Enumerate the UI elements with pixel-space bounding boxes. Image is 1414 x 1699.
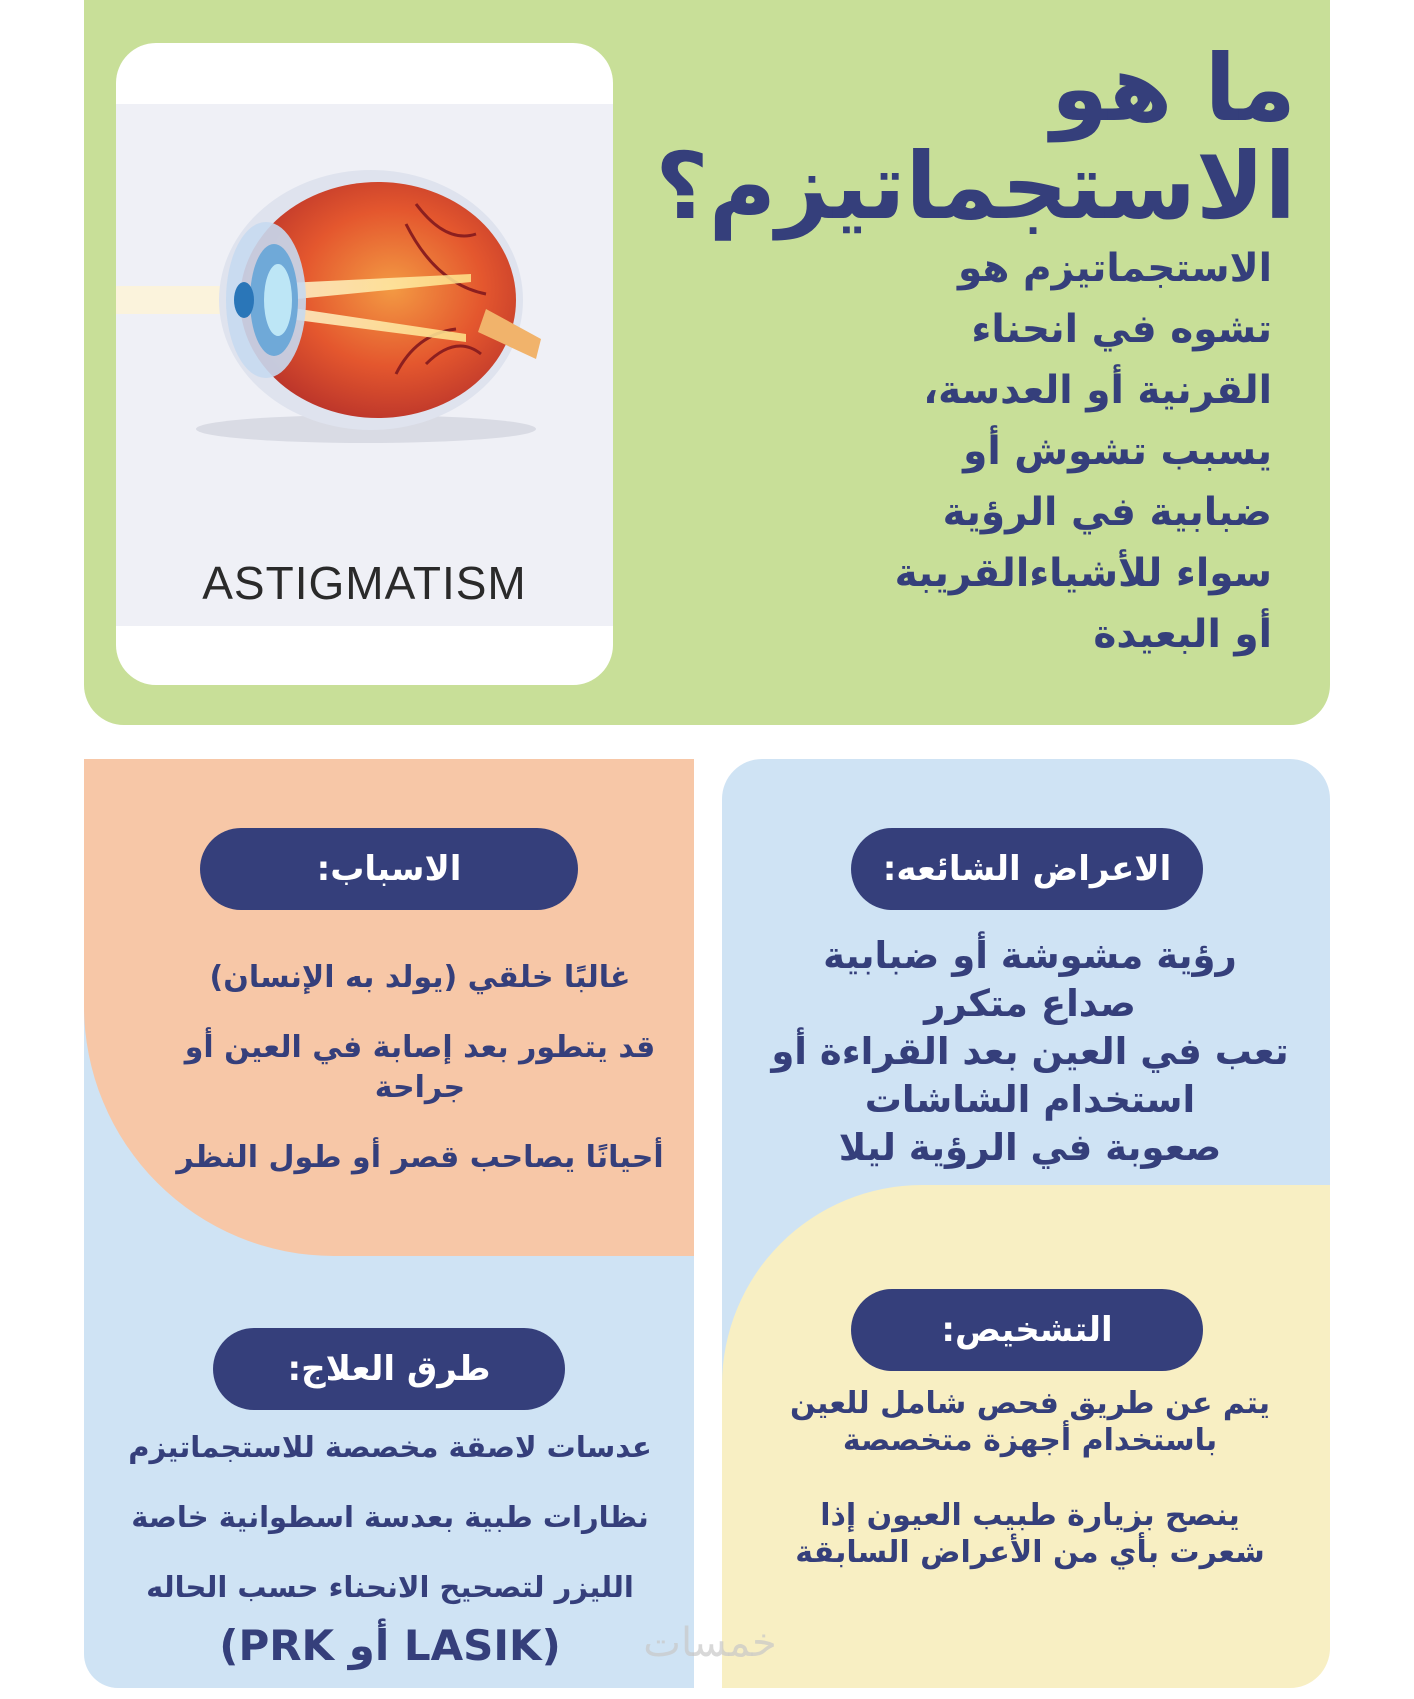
image-caption: ASTIGMATISM	[202, 557, 527, 609]
list-item: الليزر لتصحيح الانحناء حسب الحاله	[146, 1570, 634, 1604]
eye-diagram-icon	[116, 104, 613, 626]
list-item: شعرت بأي من الأعراض السابقة	[795, 1535, 1265, 1570]
causes-heading: الاسباب:	[200, 828, 578, 910]
title-line: الاستجماتيزم؟	[655, 133, 1296, 240]
diagnosis-heading: التشخيص:	[851, 1289, 1203, 1371]
diagnosis-list	[770, 1385, 1290, 1571]
description-line: يسبب تشوش أو	[963, 429, 1272, 474]
list-item: غالبًا خلقي (يولد به الإنسان)	[209, 960, 631, 995]
list-item: نظارات طبية بعدسة اسطوانية خاصة	[131, 1500, 649, 1534]
description-line: تشوه في انحناء	[971, 307, 1272, 352]
list-item: أحيانًا يصاحب قصر أو طول النظر	[176, 1140, 664, 1175]
list-item: صعوبة في الرؤية ليلا	[838, 1126, 1222, 1169]
list-item: جراحة	[374, 1070, 466, 1105]
description-line: أو البعيدة	[1093, 612, 1272, 657]
symptoms-heading: الاعراض الشائعه:	[851, 828, 1203, 910]
list-item: ينصح بزيارة طبيب العيون إذا	[820, 1498, 1240, 1533]
list-item: تعب في العين بعد القراءة أو	[771, 1030, 1289, 1073]
list-item: صداع متكرر	[924, 982, 1136, 1025]
description-line: ضبابية في الرؤية	[942, 490, 1272, 535]
list-item: رؤية مشوشة أو ضبابية	[823, 934, 1237, 977]
watermark: خمسات	[643, 1620, 777, 1666]
list-item: يتم عن طريق فحص شامل للعين	[790, 1386, 1270, 1421]
title-line: ما هو	[1050, 35, 1296, 142]
treatment-list	[100, 1428, 680, 1672]
page-title	[640, 35, 1296, 240]
treatment-heading: طرق العلاج:	[213, 1328, 565, 1410]
list-item: (LASIK أو PRK)	[219, 1621, 561, 1670]
list-item: استخدام الشاشات	[864, 1078, 1196, 1121]
description-line: الاستجماتيزم هو	[957, 246, 1272, 291]
causes-list	[160, 958, 680, 1178]
list-item: باستخدام أجهزة متخصصة	[842, 1423, 1218, 1458]
list-item: عدسات لاصقة مخصصة للاستجماتيزم	[128, 1430, 652, 1464]
hero-description	[820, 238, 1272, 665]
description-line: القرنية أو العدسة،	[923, 368, 1272, 413]
list-item: قد يتطور بعد إصابة في العين أو	[184, 1030, 656, 1065]
description-line: سواء للأشياءالقريبة	[894, 551, 1272, 596]
symptoms-list	[760, 932, 1300, 1172]
